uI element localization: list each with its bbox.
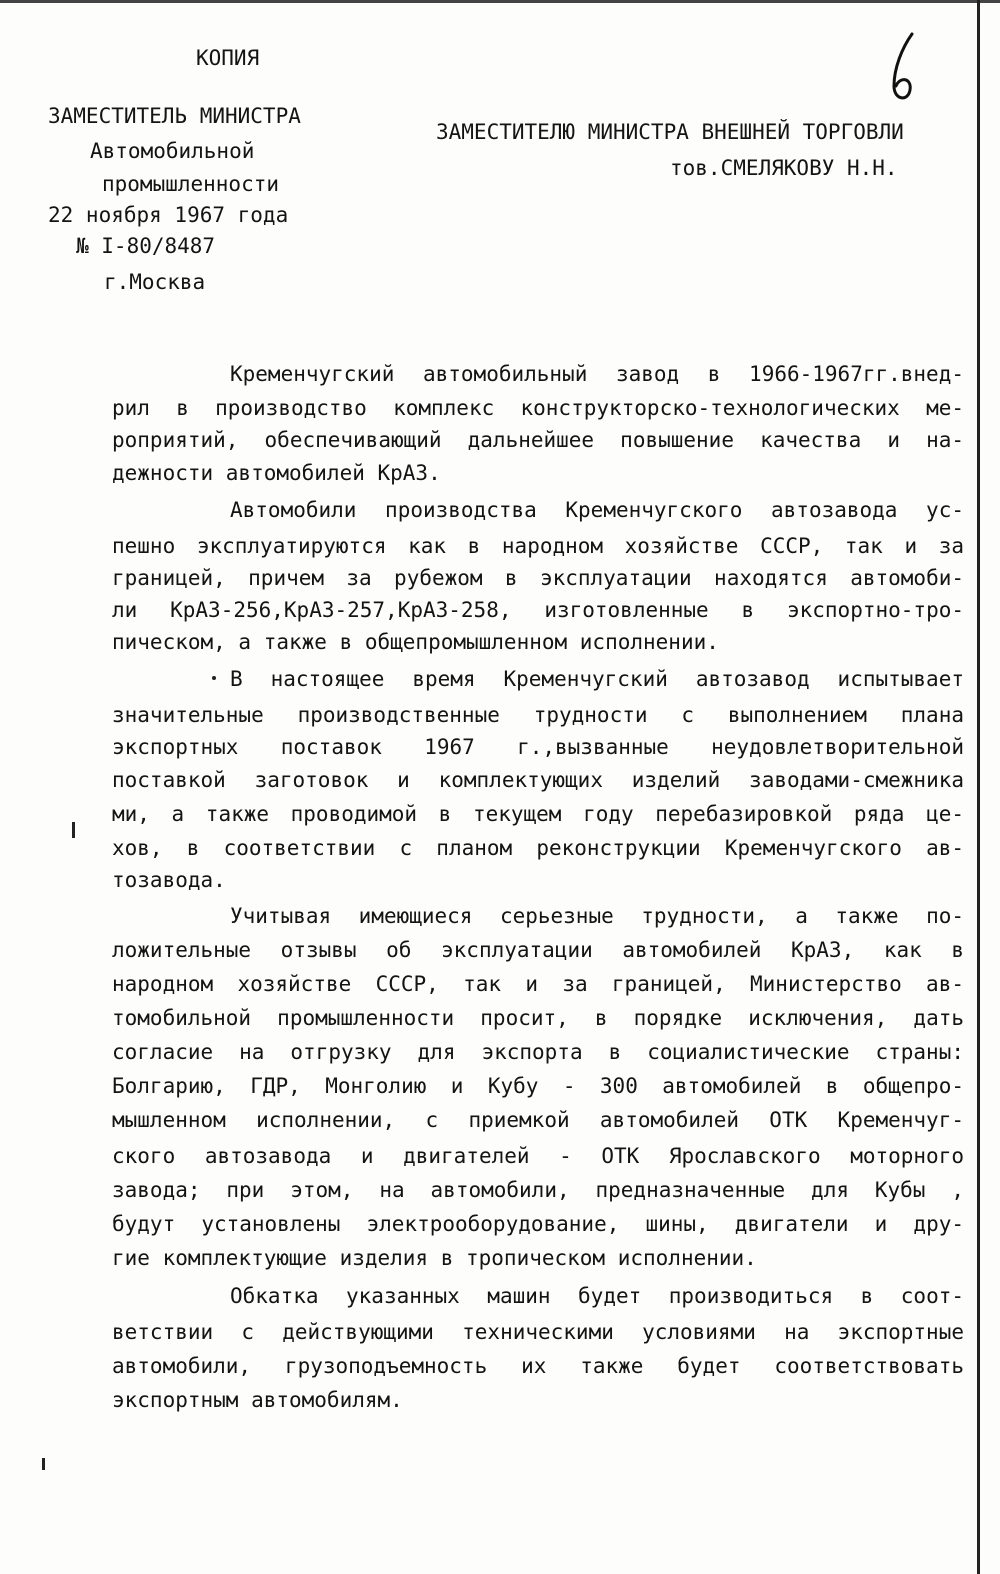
handwritten-page-number [882, 28, 922, 108]
body-line: тозавода. [112, 868, 226, 892]
body-line: дежности автомобилей КрАЗ. [112, 461, 441, 485]
body-line: экспортных поставок 1967 г.,вызванные неудовлетворительной [112, 735, 964, 759]
sender-title: ЗАМЕСТИТЕЛЬ МИНИСТРА [48, 104, 301, 128]
letter-date: 22 ноября 1967 года [48, 203, 289, 227]
letter-place: г.Москва [104, 270, 206, 294]
body-line: пическом, а также в общепромышленном исполнении. [112, 630, 719, 654]
body-line: автомобили, грузоподъемность их также будет соответствовать [112, 1354, 964, 1378]
sender-ministry: Автомобильной [90, 139, 255, 163]
body-line: Кременчугский автомобильный завод в 1966-1967гг.внед- [230, 362, 964, 386]
body-line: значительные производственные трудности с выполнением плана [112, 703, 964, 727]
page-number-value: 6 [882, 28, 883, 29]
body-line: Учитывая имеющиеся серьезные трудности, а также по- [230, 904, 964, 928]
body-line: согласие на отгрузку для экспорта в социалистические страны: [112, 1040, 964, 1064]
recipient-title: ЗАМЕСТИТЕЛЮ МИНИСТРА ВНЕШНЕЙ ТОРГОВЛИ [436, 120, 904, 144]
body-line: Болгарию, ГДР, Монголию и Кубу - 300 автомобилей в общепро- [112, 1074, 964, 1098]
body-line: хов, в соответствии с планом реконструкции Кременчугского ав- [112, 836, 964, 860]
body-line: народном хозяйстве СССР, так и за границей, Министерство ав- [112, 972, 964, 996]
body-line: В настоящее время Кременчугский автозавод испытывает [230, 667, 964, 691]
body-line: будут установлены электрооборудование, шины, двигатели и дру- [112, 1212, 964, 1236]
recipient-name: тов.СМЕЛЯКОВУ Н.Н. [670, 156, 898, 180]
body-line: экспортным автомобилям. [112, 1388, 403, 1412]
stray-mark [212, 676, 216, 680]
body-line: ми, а также проводимой в текущем году перебазировкой ряда це- [112, 802, 964, 826]
body-line: рил в производство комплекс конструкторско-технологических ме- [112, 396, 964, 420]
body-line: Автомобили производства Кременчугского автозавода ус- [230, 498, 964, 522]
copy-label: КОПИЯ [196, 46, 260, 70]
page-right-edge [977, 0, 980, 1574]
body-line: завода; при этом, на автомобили, предназначенные для Кубы , [112, 1178, 964, 1202]
body-line: ветствии с действующими техническими условиями на экспортные [112, 1320, 964, 1344]
stray-mark [72, 822, 75, 838]
body-line: томобильной промышленности просит, в порядке исключения, дать [112, 1006, 964, 1030]
letter-number: № I-80/8487 [76, 234, 216, 258]
body-line: гие комплектующие изделия в тропическом исполнении. [112, 1246, 757, 1270]
body-line: роприятий, обеспечивающий дальнейшее повышение качества и на- [112, 428, 964, 452]
body-line: пешно эксплуатируются как в народном хозяйстве СССР, так и за [112, 534, 964, 558]
body-line: ли КрАЗ-256,КрАЗ-257,КрАЗ-258, изготовленные в экспортно-тро- [112, 598, 964, 622]
body-line: поставкой заготовок и комплектующих изделий заводами-смежника [112, 768, 964, 792]
body-line: ложительные отзывы об эксплуатации автомобилей КрАЗ, как в [112, 938, 964, 962]
body-line: ского автозавода и двигателей - ОТК Ярославского моторного [112, 1144, 964, 1168]
body-line: границей, причем за рубежом в эксплуатации находятся автомоби- [112, 566, 964, 590]
stray-mark [42, 1458, 45, 1470]
body-line: мышленном исполнении, с приемкой автомобилей ОТК Кременчуг- [112, 1108, 964, 1132]
page-top-edge [0, 0, 1000, 3]
body-line: Обкатка указанных машин будет производиться в соот- [230, 1284, 964, 1308]
sender-ministry-cont: промышленности [102, 172, 280, 196]
